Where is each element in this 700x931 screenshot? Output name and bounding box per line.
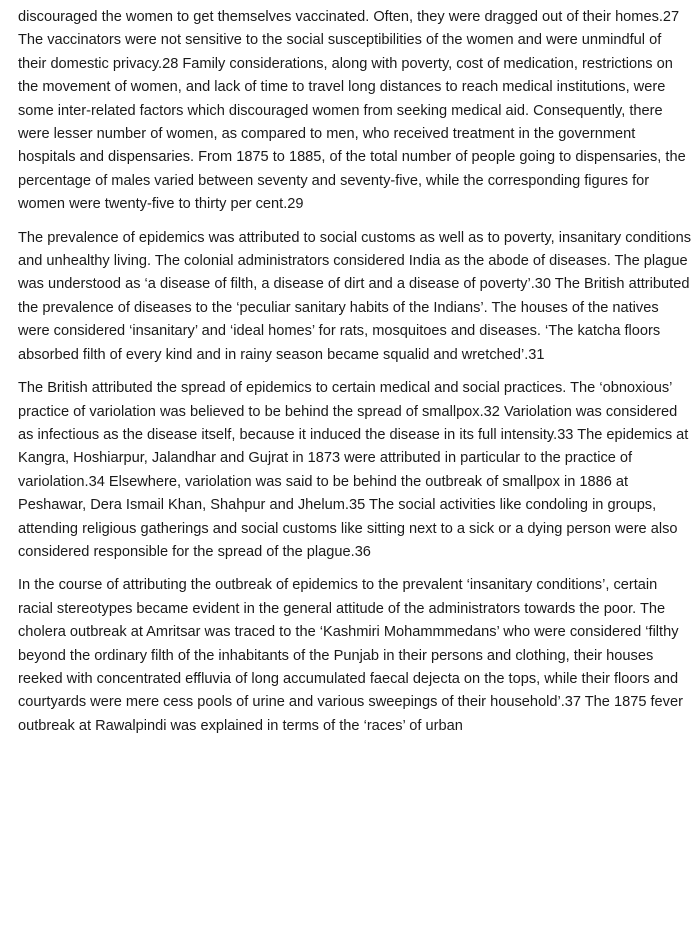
paragraph-2: The prevalence of epidemics was attributed to social customs as well as to poverty, insanitary conditions and unhealthy living. The colonial administrators considered India as the abode of diseases. The plague was understood as ‘a disease of filth, a disease of dirt and a disease of poverty’.30 The British attributed the prevalence of diseases to the ‘peculiar sanitary habits of the Indians’. The houses of the natives were considered ‘insanitary’ and ‘ideal homes’ for rats, mosquitoes and diseases. ‘The katcha floors absorbed filth of every kind and in rainy season became squalid and wretched’.31 [18,229,691,363]
paragraph-4: In the course of attributing the outbreak of epidemics to the prevalent ‘insanitary conditions’, certain racial stereotypes became evident in the general attitude of the administrators towards the poor. The cholera outbreak at Amritsar was traced to the ‘Kashmiri Mohammmedans’ who were considered ‘filthy beyond the ordinary filth of the inhabitants of the Punjab in their persons and clothing, their houses reeked with concentrated effluvia of long accumulated faecal dejecta on the tops, while their floors and courtyards were mere cess pools of urine and various sweepings of their household’.37 The 1875 fever outbreak at Rawalpindi was explained in terms of the ‘races’ of urban [18,577,683,734]
paragraph-3: The British attributed the spread of epidemics to certain medical and social practices. The ‘obnoxious’ practice of variolation was believed to be behind the spread of smallpox.32 Variolation was considered as infectious as the disease itself, because it induced the disease in its full intensity.33 The epidemics at Kangra, Hoshiarpur, Jalandhar and Gujrat in 1873 were attributed in particular to the practice of variolation.34 Elsewhere, variolation was said to be behind the outbreak of smallpox in 1886 at Peshawar, Dera Ismail Khan, Shahpur and Jhelum.35 The social activities like condoling in groups, attending religious gatherings and social customs like sitting next to a sick or a dying person were also considered responsible for the spread of the plague.36 [18,380,689,560]
paragraph-1: discouraged the women to get themselves vaccinated. Often, they were dragged out of their homes.27 The vaccinators were not sensitive to the social susceptibilities of the women and were unmindful of their domestic privacy.28 Family considerations, along with poverty, cost of medication, restrictions on the movement of women, and lack of time to travel long distances to reach medical institutions, were some inter-related factors which discouraged women from seeking medical aid. Consequently, there were lesser number of women, as compared to men, who received treatment in the government hospitals and dispensaries. From 1875 to 1885, of the total number of people going to dispensaries, the percentage of males varied between seventy and seventy-five, while the corresponding figures for women were twenty-five to thirty per cent.29 [18,9,686,213]
